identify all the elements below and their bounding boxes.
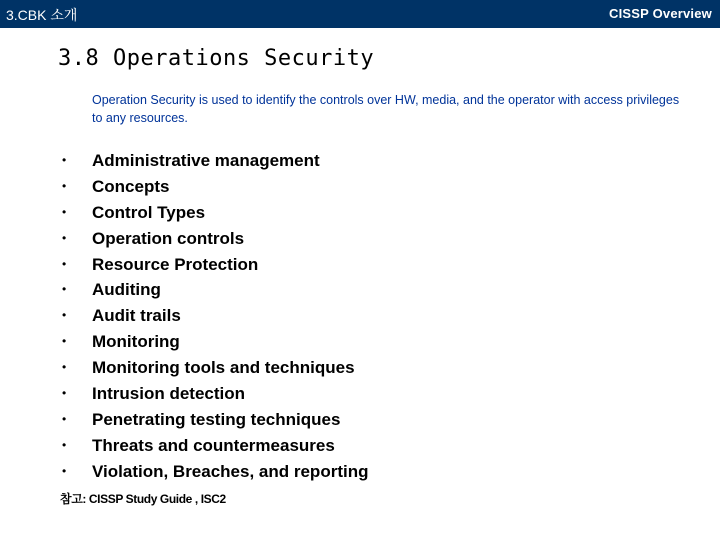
topic-label: Violation, Breaches, and reporting — [92, 461, 369, 481]
bullet-icon: • — [62, 463, 67, 478]
intro-text: Operation Security is used to identify the controls over HW, media, and the operator with access privileges to any resources. — [92, 93, 680, 125]
topic-label: Concepts — [92, 176, 170, 196]
bullet-icon: • — [62, 282, 67, 297]
list-item — [0, 200, 720, 226]
list-item — [0, 226, 720, 252]
reference-note: 참고: CISSP Study Guide , ISC2 — [60, 492, 226, 506]
topic-label: Auditing — [92, 280, 161, 300]
list-item — [0, 174, 720, 200]
topic-label: Penetrating testing techniques — [92, 409, 341, 429]
topic-label: Control Types — [92, 202, 206, 222]
bullet-icon: • — [62, 230, 67, 245]
list-item — [0, 381, 720, 407]
topic-label: Operation controls — [92, 228, 245, 248]
bullet-icon: • — [62, 437, 67, 452]
list-item — [0, 407, 720, 433]
header-bar — [0, 0, 720, 28]
bullet-icon: • — [62, 256, 67, 271]
topic-label: Audit trails — [92, 306, 181, 326]
topic-label: Threats and countermeasures — [92, 435, 335, 455]
list-item — [0, 277, 720, 303]
list-item — [0, 355, 720, 381]
bullet-icon: • — [62, 178, 67, 193]
slide-title: 3.8 Operations Security — [58, 46, 375, 71]
list-item — [0, 329, 720, 355]
bullet-icon: • — [62, 334, 67, 349]
course-title: CISSP Overview — [608, 6, 712, 21]
topic-label: Intrusion detection — [92, 384, 245, 404]
list-item — [0, 303, 720, 329]
bullet-icon: • — [62, 204, 67, 219]
bullet-icon: • — [62, 411, 67, 426]
list-item — [0, 252, 720, 278]
topic-label: Monitoring tools and techniques — [92, 358, 355, 378]
topic-label: Administrative management — [92, 151, 320, 170]
list-item — [0, 459, 720, 485]
section-label: 3.CBK 소개 — [6, 7, 78, 23]
bullet-icon: • — [62, 308, 67, 323]
topic-list — [0, 148, 720, 485]
bullet-icon: • — [62, 386, 67, 401]
bullet-icon: • — [62, 360, 67, 375]
list-item — [0, 148, 720, 174]
topic-label: Monitoring — [92, 332, 180, 352]
bullet-icon: • — [62, 153, 67, 167]
list-item — [0, 433, 720, 459]
topic-label: Resource Protection — [92, 254, 259, 274]
